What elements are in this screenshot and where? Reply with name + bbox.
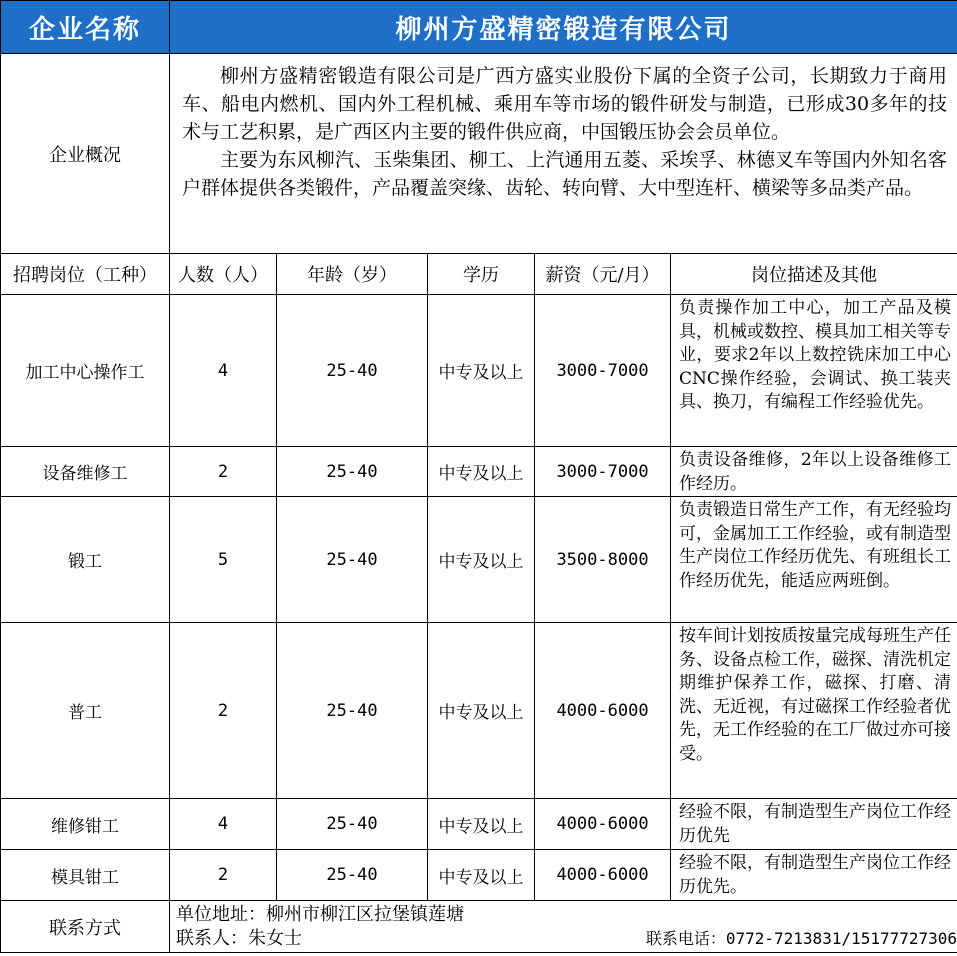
column-header-row xyxy=(1,254,957,295)
column-header: 年龄（岁） xyxy=(277,254,428,295)
company-name-label: 企业名称 xyxy=(1,1,170,54)
contact-info xyxy=(170,901,957,953)
job-position: 加工中心操作工 xyxy=(1,295,170,447)
job-description: 按车间计划按质按量完成每班生产任务、设备点检工作，磁探、清洗机定期维护保养工作，磁探、打磨、清洗、无近视，有过磁探工作经验者优先，无工作经验的在工厂做过亦可接受。 xyxy=(671,623,957,799)
job-position: 锻工 xyxy=(1,497,170,623)
contact-line xyxy=(176,927,957,951)
job-age: 25-40 xyxy=(277,295,428,447)
job-salary: 4000-6000 xyxy=(535,623,671,799)
job-salary: 3500-8000 xyxy=(535,497,671,623)
job-count: 2 xyxy=(170,447,277,497)
job-count: 4 xyxy=(170,295,277,447)
overview-text xyxy=(170,54,957,254)
overview-label: 企业概况 xyxy=(1,54,170,254)
job-position: 维修钳工 xyxy=(1,799,170,850)
column-header: 薪资（元/月） xyxy=(535,254,671,295)
contact-phone: 联系电话：0772-7213831/15177727306 xyxy=(645,928,957,948)
table-row xyxy=(1,295,957,447)
company-name: 柳州方盛精密锻造有限公司 xyxy=(170,1,957,54)
table-row xyxy=(1,497,957,623)
job-description: 经验不限，有制造型生产岗位工作经历优先。 xyxy=(671,850,957,901)
job-description: 负责设备维修，2年以上设备维修工作经历。 xyxy=(671,447,957,497)
job-description: 经验不限，有制造型生产岗位工作经历优先 xyxy=(671,799,957,850)
job-age: 25-40 xyxy=(277,497,428,623)
contact-row xyxy=(1,901,957,953)
table-row xyxy=(1,799,957,850)
job-age: 25-40 xyxy=(277,850,428,901)
contact-label: 联系方式 xyxy=(1,901,170,953)
job-age: 25-40 xyxy=(277,447,428,497)
table-row xyxy=(1,623,957,799)
job-salary: 3000-7000 xyxy=(535,295,671,447)
contact-person: 联系人：朱女士 xyxy=(176,927,302,949)
job-description: 负责锻造日常生产工作，有无经验均可，金属加工工作经验，或有制造型生产岗位工作经历优先、有班组长工作经历优先，能适应两班倒。 xyxy=(671,497,957,623)
job-count: 5 xyxy=(170,497,277,623)
table-row xyxy=(1,447,957,497)
job-salary: 4000-6000 xyxy=(535,799,671,850)
job-count: 2 xyxy=(170,623,277,799)
column-header: 人数（人） xyxy=(170,254,277,295)
job-salary: 3000-7000 xyxy=(535,447,671,497)
job-age: 25-40 xyxy=(277,623,428,799)
job-education: 中专及以上 xyxy=(428,623,535,799)
job-education: 中专及以上 xyxy=(428,295,535,447)
overview-paragraph: 主要为东风柳汽、玉柴集团、柳工、上汽通用五菱、采埃孚、林德叉车等国内外知名客户群体提供各类锻件，产品覆盖突缘、齿轮、转向臂、大中型连杆、横梁等多品类产品。 xyxy=(182,149,948,199)
job-education: 中专及以上 xyxy=(428,447,535,497)
job-position: 普工 xyxy=(1,623,170,799)
column-header: 岗位描述及其他 xyxy=(671,254,957,295)
contact-address: 单位地址：柳州市柳江区拉堡镇莲塘 xyxy=(176,903,464,925)
table-row xyxy=(1,850,957,901)
overview-row xyxy=(1,54,957,254)
column-header: 招聘岗位（工种） xyxy=(1,254,170,295)
overview-paragraph: 柳州方盛精密锻造有限公司是广西方盛实业股份下属的全资子公司，长期致力于商用车、船电内燃机、国内外工程机械、乘用车等市场的锻件研发与制造，已形成30多年的技术与工艺积累，是广西区内主要的锻件供应商，中国锻压协会会员单位。 xyxy=(182,65,948,143)
job-salary: 4000-6000 xyxy=(535,850,671,901)
job-age: 25-40 xyxy=(277,799,428,850)
job-education: 中专及以上 xyxy=(428,497,535,623)
header-row xyxy=(1,1,957,54)
job-count: 4 xyxy=(170,799,277,850)
job-education: 中专及以上 xyxy=(428,799,535,850)
job-position: 设备维修工 xyxy=(1,447,170,497)
job-description: 负责操作加工中心，加工产品及模具，机械或数控、模具加工相关等专业，要求2年以上数控铣床加工中心CNC操作经验，会调试、换工装夹具、换刀，有编程工作经验优先。 xyxy=(671,295,957,447)
column-header: 学历 xyxy=(428,254,535,295)
job-education: 中专及以上 xyxy=(428,850,535,901)
job-position: 模具钳工 xyxy=(1,850,170,901)
job-count: 2 xyxy=(170,850,277,901)
